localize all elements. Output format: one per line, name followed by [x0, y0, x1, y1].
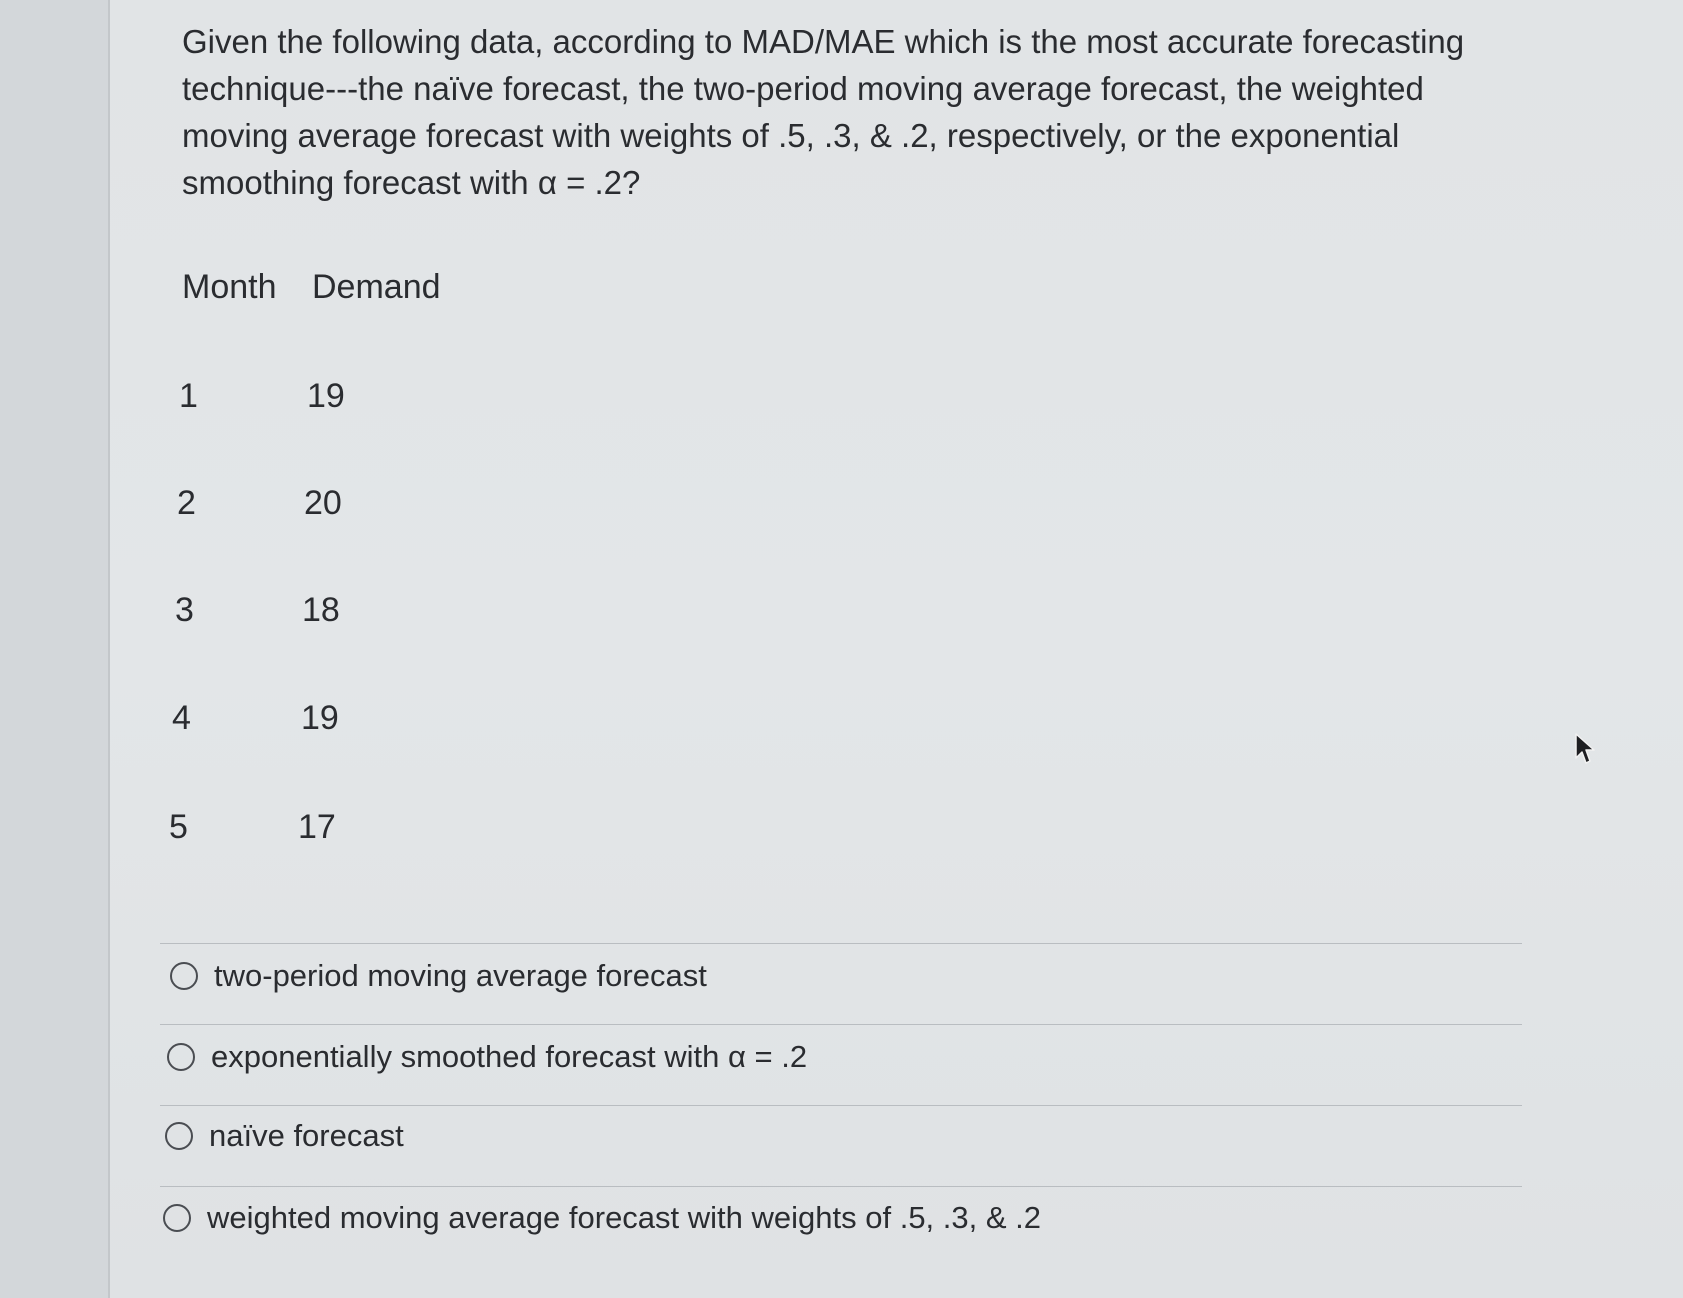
mouse-pointer-icon — [1574, 732, 1598, 766]
month-cell: 4 — [172, 699, 191, 737]
radio-circle-icon[interactable] — [165, 1122, 193, 1150]
month-cell: 2 — [177, 484, 196, 522]
data-table-header — [182, 268, 441, 307]
option-label: exponentially smoothed forecast with α = .2 — [211, 1039, 808, 1074]
option-divider — [160, 943, 1522, 944]
question-line-3: moving average forecast with weights of .5, .3, & .2, respectively, or the exponential — [182, 117, 1400, 154]
question-line-4: smoothing forecast with α = .2? — [182, 164, 641, 201]
demand-cell: 19 — [301, 699, 339, 737]
demand-cell: 18 — [302, 591, 340, 629]
option-weighted-moving-average[interactable] — [163, 1200, 1041, 1236]
question-panel — [110, 0, 1683, 1298]
question-text — [182, 18, 1602, 206]
demand-cell: 17 — [298, 808, 336, 846]
radio-circle-icon[interactable] — [163, 1204, 191, 1232]
month-cell: 1 — [179, 377, 198, 415]
question-line-2: technique---the naïve forecast, the two-period moving average forecast, the weighted — [182, 70, 1424, 107]
option-exponential-smoothing[interactable] — [167, 1039, 807, 1075]
question-line-1: Given the following data, according to MAD/MAE which is the most accurate forecasting — [182, 23, 1465, 60]
demand-cell: 20 — [304, 484, 342, 522]
option-divider — [160, 1024, 1522, 1025]
demand-cell: 19 — [307, 377, 345, 415]
radio-circle-icon[interactable] — [167, 1043, 195, 1071]
left-margin — [0, 0, 110, 1298]
month-cell: 3 — [175, 591, 194, 629]
radio-circle-icon[interactable] — [170, 962, 198, 990]
option-label: two-period moving average forecast — [214, 958, 707, 993]
header-month: Month — [182, 268, 277, 306]
option-naive-forecast[interactable] — [165, 1118, 404, 1154]
header-demand: Demand — [312, 268, 441, 306]
option-label: naïve forecast — [209, 1118, 404, 1153]
option-label: weighted moving average forecast with weights of .5, .3, & .2 — [207, 1200, 1042, 1235]
month-cell: 5 — [169, 808, 188, 846]
option-divider — [160, 1105, 1522, 1106]
option-divider — [160, 1186, 1522, 1187]
option-two-period-moving-average[interactable] — [170, 958, 707, 994]
